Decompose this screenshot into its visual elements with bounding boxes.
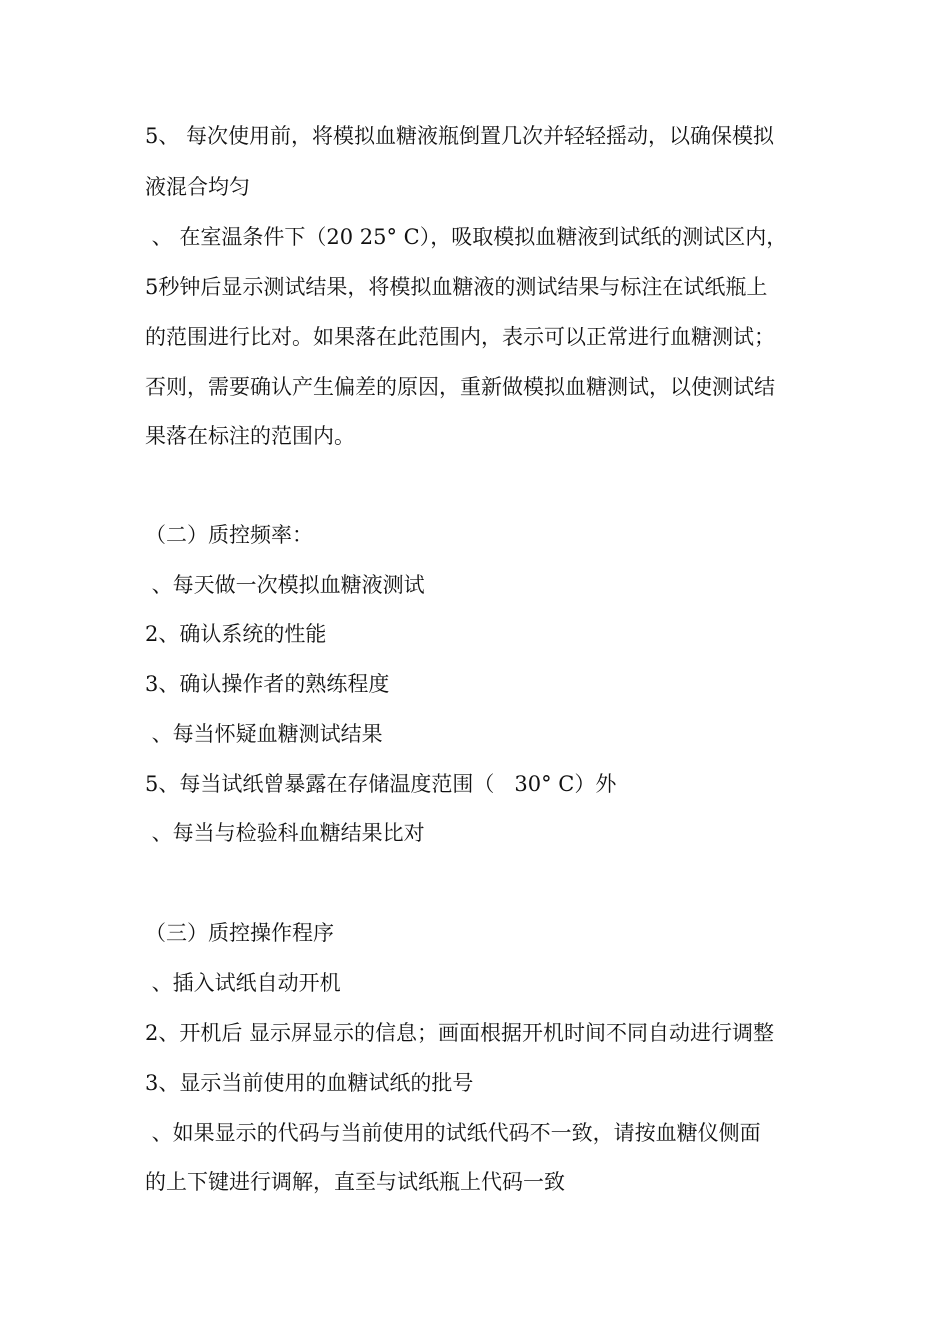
section-heading-procedure: （三）质控操作程序 <box>145 921 334 945</box>
list-item: 、插入试纸自动开机 <box>145 971 341 995</box>
item-6-line-2: 5秒钟后显示测试结果，将模拟血糖液的测试结果与标注在试纸瓶上 <box>145 275 768 299</box>
item-5-line-2: 液混合均匀 <box>145 175 250 199</box>
list-item: 3、显示当前使用的血糖试纸的批号 <box>145 1071 474 1095</box>
list-item: 、每当怀疑血糖测试结果 <box>145 722 383 746</box>
item-6-line-5: 果落在标注的范围内。 <box>145 424 355 448</box>
section-heading-frequency: （二）质控频率： <box>145 523 313 547</box>
list-item: 3、确认操作者的熟练程度 <box>145 672 390 696</box>
item-6-line-1: 、 在室温条件下（20 25° C），吸取模拟血糖液到试纸的测试区内， <box>145 225 788 249</box>
list-item: 的上下键进行调解，直至与试纸瓶上代码一致 <box>145 1170 565 1194</box>
item-6-line-4: 否则，需要确认产生偏差的原因，重新做模拟血糖测试，以使测试结 <box>145 375 775 399</box>
item-6-line-3: 的范围进行比对。如果落在此范围内，表示可以正常进行血糖测试； <box>145 325 775 349</box>
list-item: 2、开机后 显示屏显示的信息；画面根据开机时间不同自动进行调整 <box>145 1021 775 1045</box>
list-item: 、每当与检验科血糖结果比对 <box>145 821 425 845</box>
list-item: 、如果显示的代码与当前使用的试纸代码不一致，请按血糖仪侧面 <box>145 1121 761 1145</box>
list-item: 5、每当试纸曾暴露在存储温度范围（ 30° C）外 <box>145 772 617 796</box>
list-item: 2、确认系统的性能 <box>145 622 327 646</box>
item-5-line-1: 5、 每次使用前，将模拟血糖液瓶倒置几次并轻轻摇动，以确保模拟 <box>145 124 775 148</box>
list-item: 、每天做一次模拟血糖液测试 <box>145 573 425 597</box>
